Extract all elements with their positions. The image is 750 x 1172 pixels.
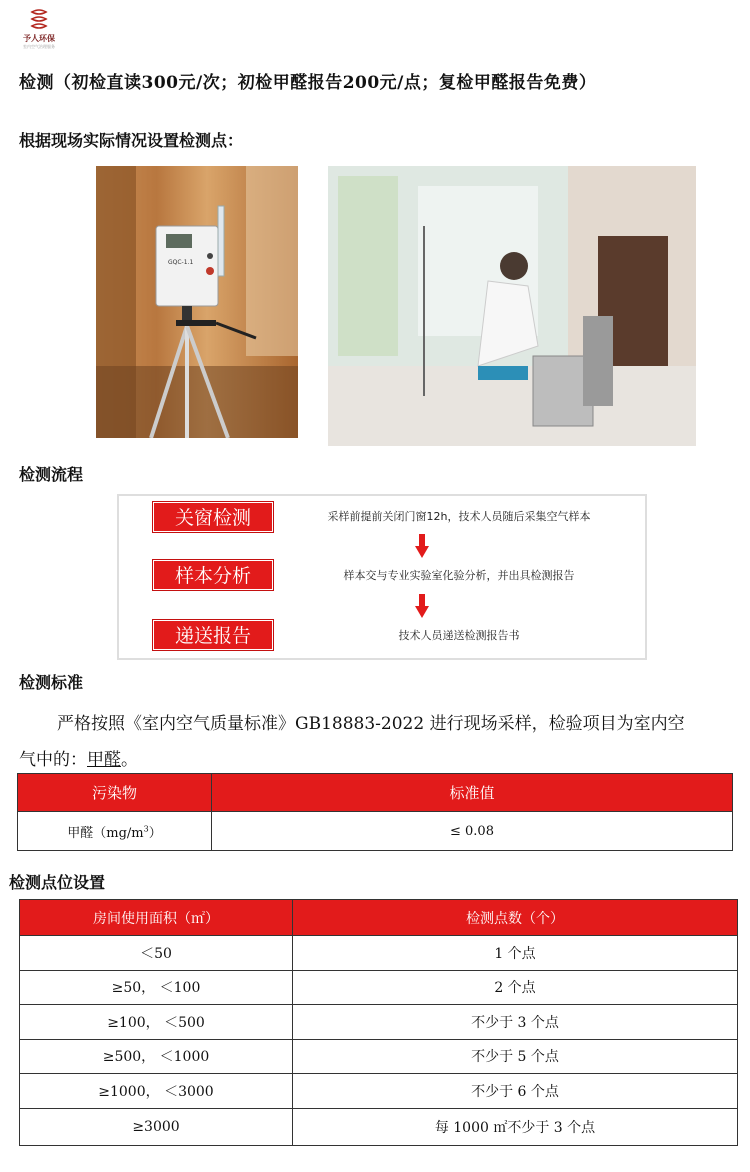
technician-photo — [328, 166, 696, 446]
position-header-count: 检测点数（个） — [293, 900, 738, 936]
standard-intro — [19, 706, 739, 778]
count-cell: 不少于 5 个点 — [293, 1039, 738, 1074]
standard-heading: 检测标准 — [19, 673, 84, 692]
standard-value-cell: ≤ 0.08 — [212, 812, 733, 851]
down-arrow-icon — [415, 594, 429, 618]
area-cell: ≥50， ＜100 — [20, 970, 293, 1005]
flow-step-desc: 采样前提前关闭门窗12h，技术人员随后采集空气样本 — [327, 510, 591, 523]
position-table — [19, 899, 738, 1146]
intro-line-2-text: 气中的： — [19, 750, 87, 770]
position-header-area: 房间使用面积（㎡） — [20, 900, 293, 936]
pricing-heading: 检测（初检直读300元/次；初检甲醛报告200元/点；复检甲醛报告免费） — [19, 73, 597, 93]
area-cell: ≥500， ＜1000 — [20, 1039, 293, 1074]
down-arrow-icon — [415, 534, 429, 558]
detector-model-label: GQC-1.1 — [168, 259, 194, 266]
brand-tagline: 室内空气治理服务 — [23, 44, 55, 49]
detector-photo — [96, 166, 298, 438]
flow-step-desc: 技术人员递送检测报告书 — [398, 629, 520, 642]
standard-header-pollutant: 污染物 — [18, 774, 212, 812]
table-row — [20, 1039, 738, 1074]
area-cell: ≥100， ＜500 — [20, 1005, 293, 1040]
intro-line-1: 严格按照《室内空气质量标准》GB18883-2022 进行现场采样，检验项目为室内空 — [57, 714, 685, 734]
unit-close: ） — [148, 825, 162, 841]
flow-step-report: 递送报告 — [153, 620, 273, 650]
unit-superscript: 3 — [143, 824, 149, 834]
standard-header-value: 标准值 — [212, 774, 733, 812]
brand-name: 予人环保 — [23, 34, 55, 43]
flow-heading: 检测流程 — [19, 465, 84, 484]
table-row — [20, 936, 738, 971]
points-heading: 根据现场实际情况设置检测点： — [19, 131, 244, 150]
standard-table — [17, 773, 733, 851]
position-heading: 检测点位设置 — [9, 873, 106, 892]
area-cell: ≥3000 — [20, 1108, 293, 1145]
table-row — [20, 1005, 738, 1040]
count-cell: 不少于 6 个点 — [293, 1074, 738, 1109]
flow-step-analysis: 样本分析 — [153, 560, 273, 590]
flow-step-close-windows: 关窗检测 — [153, 502, 273, 532]
count-cell: 不少于 3 个点 — [293, 1005, 738, 1040]
brand-mark-icon — [28, 8, 50, 34]
brand-logo — [14, 8, 64, 60]
intro-item: 甲醛 — [87, 750, 121, 770]
area-cell: ＜50 — [20, 936, 293, 971]
area-cell: ≥1000， ＜3000 — [20, 1074, 293, 1109]
pollutant-name: 甲醛（mg/m — [67, 825, 144, 841]
table-row — [20, 1074, 738, 1109]
count-cell: 每 1000 ㎡不少于 3 个点 — [293, 1108, 738, 1145]
count-cell: 1 个点 — [293, 936, 738, 971]
pollutant-cell — [18, 812, 212, 851]
count-cell: 2 个点 — [293, 970, 738, 1005]
flow-step-desc: 样本交与专业实验室化验分析，并出具检测报告 — [343, 569, 575, 582]
table-row — [20, 970, 738, 1005]
intro-end: 。 — [121, 750, 138, 770]
flow-diagram — [117, 494, 647, 660]
table-row — [18, 812, 733, 851]
table-row — [20, 1108, 738, 1145]
